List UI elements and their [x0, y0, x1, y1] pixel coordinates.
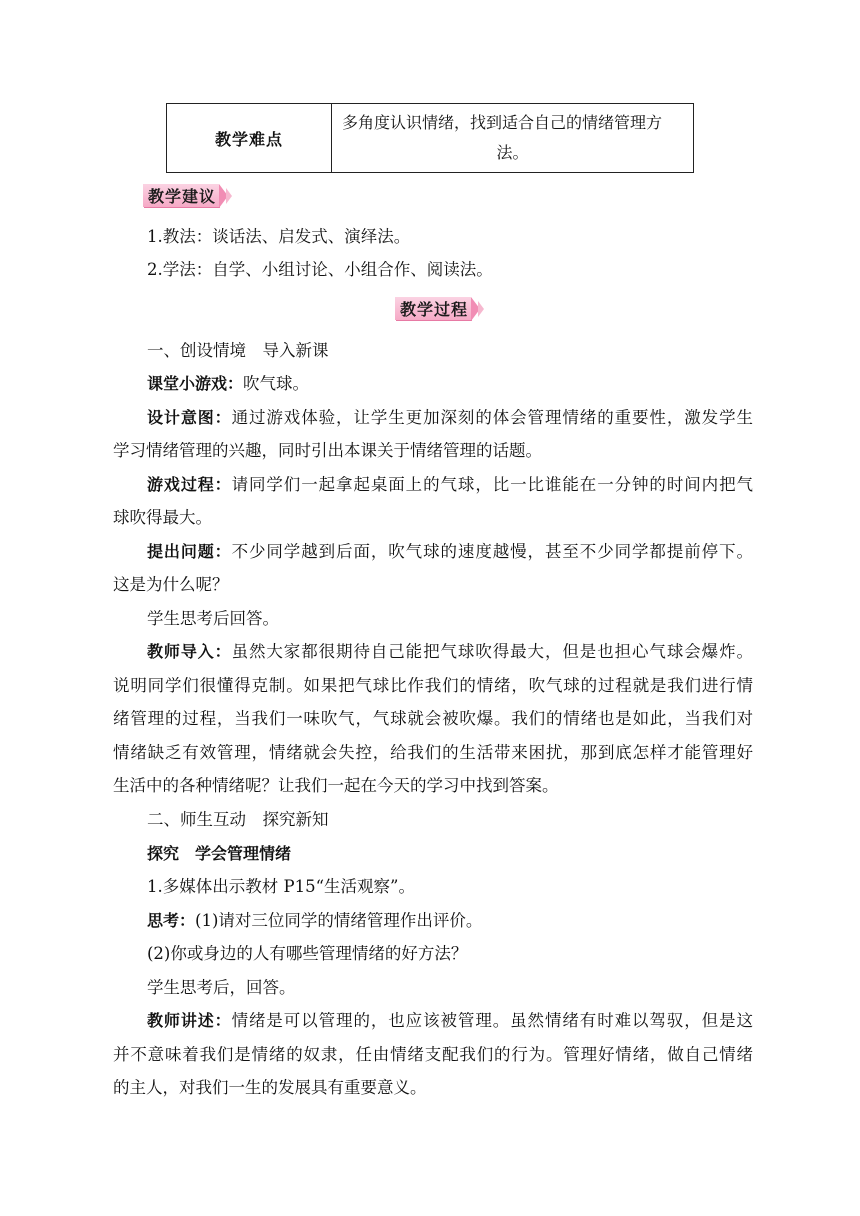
- process-label: 游戏过程：: [147, 475, 232, 494]
- answer2-line: 学生思考后，回答。: [147, 978, 296, 997]
- suggestion-badge: [143, 184, 232, 207]
- suggestion-item: 2.学法：自学、小组讨论、小组合作、阅读法。: [147, 260, 493, 279]
- badge-arrow-icon: [226, 188, 232, 204]
- lecture-line1: [147, 1009, 753, 1033]
- section1-heading: 一、创设情境 导入新课: [147, 341, 329, 360]
- table-value-cell: [332, 104, 694, 173]
- lecture-text: 情绪是可以管理的，也应该被管理。虽然情绪有时难以驾驭，但是这: [231, 1011, 753, 1030]
- think-text1: (1)请对三位同学的情绪管理作出评价。: [195, 911, 483, 930]
- suggestion-badge-label: 教学建议: [143, 184, 219, 207]
- table-value-line2: 法。: [496, 143, 529, 162]
- intro-line1: [147, 640, 753, 664]
- question-line2: 这是为什么呢？: [113, 575, 229, 594]
- process-text: 请同学们一起拿起桌面上的气球，比一比谁能在一分钟的时间内把气: [231, 475, 753, 494]
- think-line1: [147, 909, 753, 933]
- lecture-line2: 并不意味着我们是情绪的奴隶，任由情绪支配我们的行为。管理好情绪，做自己情绪: [113, 1045, 753, 1064]
- intro-text: 虽然大家都很期待自己能把气球吹得最大，但是也担心气球会爆炸。: [231, 642, 753, 661]
- intro-line4: 情绪缺乏有效管理，情绪就会失控，给我们的生活带来困扰，那到底怎样才能管理好: [113, 743, 753, 762]
- table-key-cell: 教学难点: [167, 104, 332, 173]
- intro-line2: 说明同学们很懂得克制。如果把气球比作我们的情绪，吹气球的过程就是我们进行情: [113, 676, 753, 695]
- lecture-label: 教师讲述：: [147, 1011, 232, 1030]
- intro-line5: 生活中的各种情绪呢？让我们一起在今天的学习中找到答案。: [113, 776, 559, 795]
- section2-heading: 二、师生互动 探究新知: [147, 810, 329, 829]
- table-value-line1: 多角度认识情绪，找到适合自己的情绪管理方: [342, 113, 663, 132]
- intro-line3: 绪管理的过程，当我们一味吹气，气球就会被吹爆。我们的情绪也是如此，当我们对: [113, 709, 753, 728]
- intro-label: 教师导入：: [147, 642, 232, 661]
- process-line1: [147, 473, 753, 497]
- process-badge-label: 教学过程: [395, 297, 471, 320]
- lecture-line3: 的主人，对我们一生的发展具有重要意义。: [113, 1078, 427, 1097]
- think-line2: (2)你或身边的人有哪些管理情绪的好方法？: [147, 944, 468, 963]
- think-label: 思考：: [147, 911, 196, 930]
- game-paragraph: [147, 372, 753, 396]
- question-line1: [147, 540, 753, 564]
- question-label: 提出问题：: [147, 542, 232, 561]
- process-line2: 球吹得最大。: [113, 508, 212, 527]
- difficulty-table: [166, 103, 694, 173]
- intent-text: 通过游戏体验，让学生更加深刻的体会管理情绪的重要性，激发学生: [231, 408, 753, 427]
- suggestion-item: 1.教法：谈话法、启发式、演绎法。: [147, 227, 411, 246]
- explore-heading: 探究 学会管理情绪: [147, 844, 292, 863]
- process-badge: [395, 297, 484, 320]
- question-text: 不少同学越到后面，吹气球的速度越慢，甚至不少同学都提前停下。: [231, 542, 753, 561]
- intent-line1: [147, 406, 753, 430]
- intent-label: 设计意图：: [147, 408, 232, 427]
- answer-line: 学生思考后回答。: [147, 609, 279, 628]
- item1-line: 1.多媒体出示教材 P15“生活观察”。: [147, 877, 415, 896]
- game-text: 吹气球。: [243, 374, 310, 393]
- game-label: 课堂小游戏：: [147, 374, 244, 393]
- intent-line2: 学习情绪管理的兴趣，同时引出本课关于情绪管理的话题。: [113, 441, 542, 460]
- badge-arrow-icon: [478, 301, 484, 317]
